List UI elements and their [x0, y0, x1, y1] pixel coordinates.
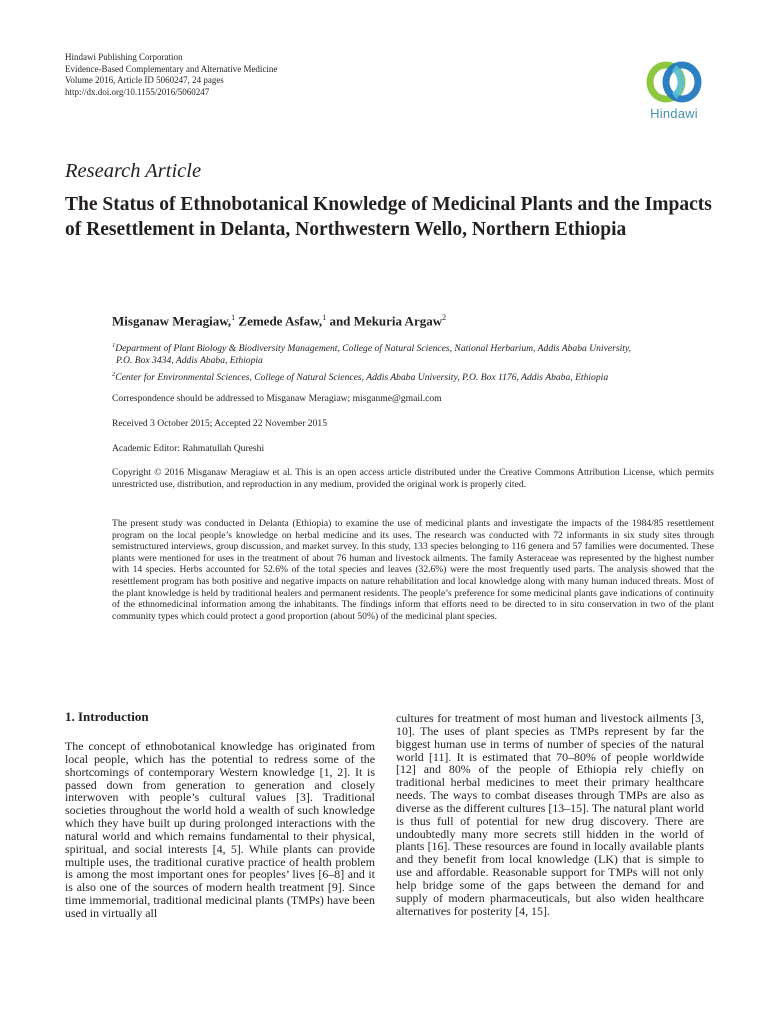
- author-list: [112, 313, 712, 329]
- academic-editor: Academic Editor: Rahmatullah Qureshi: [112, 443, 265, 454]
- received-dates: Received 3 October 2015; Accepted 22 November 2015: [112, 418, 327, 429]
- article-type: Research Article: [65, 160, 202, 182]
- journal-header: [65, 52, 425, 98]
- affil-text: Department of Plant Biology & Biodiversity Management, College of Natural Sciences, National Herbarium, Addis Ababa University,: [115, 343, 632, 355]
- volume-line: Volume 2016, Article ID 5060247, 24 pages: [65, 75, 224, 86]
- doi-link[interactable]: http://dx.doi.org/10.1155/2016/5060247: [65, 86, 210, 97]
- hindawi-rings-icon: [636, 60, 712, 106]
- abstract: The present study was conducted in Delanta (Ethiopia) to examine the use of medicinal plants and investigate the impacts of the 1984/85 resettlement program on the local people’s knowledge on herbal medicine and its uses. The research was conducted with 72 informants in six study sites through semistructured interviews, group discussion, and market survey. In this study, 133 species belonging to 116 genera and 57 families were documented. These plants were mentioned for uses in the treatment of about 76 human and livestock ailments. The family Asteraceae was represented by the highest number with 14 species. Herbs accounted for 52.6% of the total species and leaves (32.6%) were the most frequently used parts. The analysis showed that the resettlement program has both positive and negative impacts on nature rehabilitation and local knowledge along with many human induced threats. Most of the plant knowledge is held by traditional healers and permanent residents. The people’s preference for some medicinal plants gave indications of continuity of the ethnomedicinal information among the inhabitants. The findings inform that efforts need to be directed to in situ conservation in two of the plant community types which could protect a good proportion (about 50%) of the medicinal plant species.: [112, 518, 714, 622]
- correspondence: Correspondence should be addressed to Misganaw Meragiaw; misganme@gmail.com: [112, 393, 442, 404]
- affil-text-cont: P.O. Box 3434, Addis Ababa, Ethiopia: [116, 354, 263, 366]
- left-column: [65, 710, 375, 920]
- author-name[interactable]: and Mekuria Argaw: [326, 313, 443, 329]
- intro-paragraph-right: cultures for treatment of most human and livestock ailments [3, 10]. The uses of plant species as TMPs represent by far the biggest human use in terms of number of species of the natural world [11]. It is estimated that 70–80% of people worldwide [12] and 80% of the people of Ethiopia rely chiefly on traditional herbal medicines to meet their primary healthcare needs. The ways to combat diseases through TMPs are also as diverse as the different cultures [13–15]. The natural plant world is thus full of potential for new drug discovery. There are undoubtedly many more secrets still hidden in the world of plants [16]. These resources are found in locally available plants and they benefit from local knowledge (LK) that is simple to use and affordable. Reasonable support for TMPs will not only help bridge some of the gaps between the demand for and supply of modern pharmaceuticals, but also widen healthcare alternatives for posterity [4, 15].: [396, 711, 704, 918]
- author-name[interactable]: Misganaw Meragiaw,: [112, 313, 232, 329]
- copyright-notice: Copyright © 2016 Misganaw Meragiaw et al. This is an open access article distributed under the Creative Commons Attribution License, which permits unrestricted use, distribution, and reproduction in any medium, provided the original work is properly cited.: [112, 467, 714, 490]
- affil-text: Center for Environmental Sciences, College of Natural Sciences, Addis Ababa University, P.O. Box 1176, Addis Ababa, Ethiopia: [115, 372, 609, 384]
- author-name[interactable]: Zemede Asfaw,: [235, 313, 323, 329]
- intro-paragraph-left: The concept of ethnobotanical knowledge has originated from local people, which has the potential to redress some of the shortcomings of contemporary Western knowledge [1, 2]. It is passed down from generation to generation and closely interwoven with people’s cultural values [3]. Traditional societies throughout the world hold a wealth of such knowledge which they have built up during prolonged interactions with the natural world and which remains fundamental to their physical, spiritual, and social interests [4, 5]. While plants can provide multiple uses, the traditional curative practice of health problem is among the most important ones for peoples’ lives [6–8] and it is also one of the sources of modern health treatment [9]. Since time immemorial, traditional medicinal plants (TMPs) have been used in virtually all: [65, 739, 375, 920]
- paper-title: The Status of Ethnobotanical Knowledge of Medicinal Plants and the Impacts of Resettlement in Delanta, Northwestern Wello, Northern Ethiopia: [65, 194, 712, 240]
- affil-sup: 2: [112, 371, 116, 378]
- publisher-line: Hindawi Publishing Corporation: [65, 52, 183, 62]
- author-affil-sup: 2: [442, 313, 447, 322]
- author-affil-sup: 1: [231, 313, 236, 322]
- affiliation-2: [112, 369, 712, 384]
- logo-text: Hindawi: [650, 106, 698, 121]
- affil-sup: 1: [112, 342, 116, 349]
- section-heading: 1. Introduction: [65, 709, 149, 724]
- hindawi-logo: [636, 60, 712, 122]
- author-affil-sup: 1: [322, 313, 327, 322]
- affiliation-1: [112, 340, 712, 366]
- journal-line: Evidence-Based Complementary and Alternative Medicine: [65, 63, 278, 74]
- right-column: [396, 712, 704, 918]
